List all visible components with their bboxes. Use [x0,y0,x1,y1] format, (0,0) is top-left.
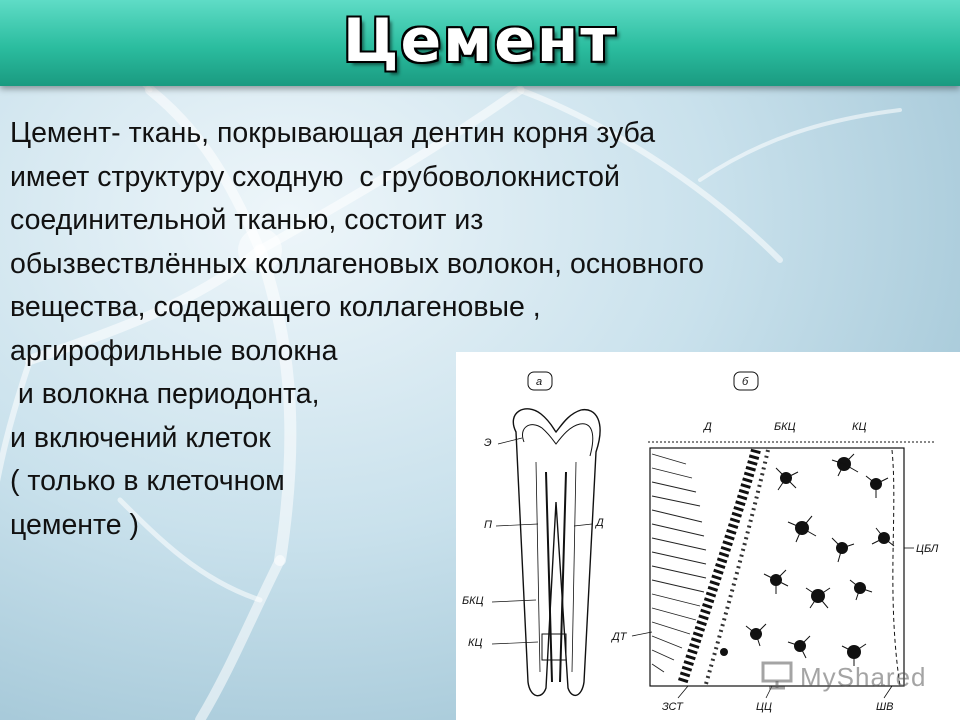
label-granular-layer: ЗСТ [662,701,683,713]
body-line: аргирофильные волокна [10,334,338,367]
body-line: вещества, содержащего коллагеновые , [10,291,541,323]
label-acellular-cement-b: БКЦ [774,421,796,433]
body-line: Цемент- ткань, покрывающая дентин корня зуба [10,117,656,149]
myshared-watermark [760,652,950,702]
label-pulp: П [484,519,492,531]
label-cement-cells: ЦЦ [756,701,772,713]
title-bar [0,0,960,86]
watermark-text: MyShared [800,662,927,692]
panel-a [462,372,604,696]
body-line: соединительной тканью, состоит из [10,204,484,236]
body-line: и включений клеток [10,421,271,454]
label-enamel: Э [484,437,492,449]
label-cellular-cement-b: КЦ [852,421,867,433]
label-cementoblast: ЦБЛ [916,543,939,555]
label-sharpey-fibers: ШВ [876,701,894,713]
label-dentin-a: Д [596,517,604,529]
label-dentin-tubules: ДТ [612,631,627,643]
label-dentin-b: Д [704,421,712,433]
slide-title: Цемент [342,6,618,76]
presentation-icon [760,660,794,690]
label-cellular-cement-a: КЦ [468,637,483,649]
panel-a-label: а [536,376,543,388]
body-line: имеет структуру сходную с грубоволокнистой [10,160,620,193]
body-line: обызвествлённых коллагеновых волокон, основного [10,247,705,280]
body-line: и волокна периодонта, [10,378,320,410]
body-line: цементе ) [10,508,140,541]
body-line: ( только в клеточном [10,465,285,497]
label-acellular-cement-a: БКЦ [462,595,484,607]
panel-b-label: б [742,376,749,388]
